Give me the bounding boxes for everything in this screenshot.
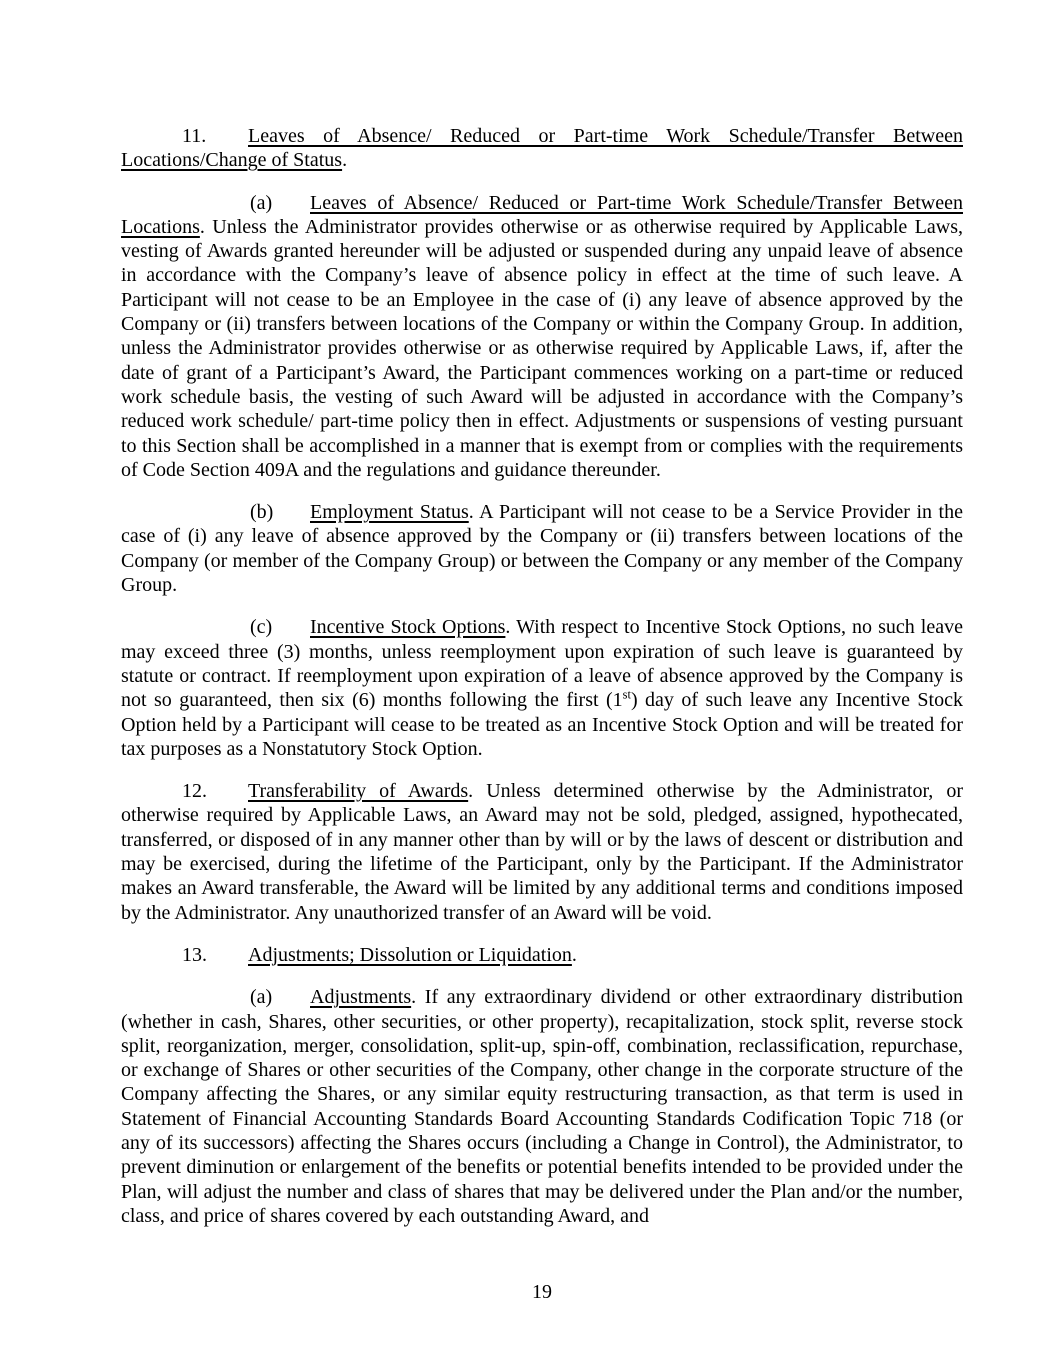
paragraph-heading: Incentive Stock Options	[310, 616, 506, 639]
paragraph-11b	[121, 500, 963, 597]
paragraph-body: . With respect to Incentive Stock Options, no such leave may exceed three (3) months, unless reemployment upon expiration of such leave is guaranteed by statute or contract. If reemployment upon expiration of a leave of absence approved by the Company is not so guaranteed, then six (6) months following the first (1	[121, 616, 963, 712]
paragraph-marker	[250, 985, 310, 1009]
paragraph-heading: Leaves of Absence/ Reduced or Part-time Work Schedule/Transfer Between Locations	[121, 191, 963, 238]
section-number	[182, 124, 248, 148]
paragraph-marker-text: (a)	[250, 191, 273, 214]
paragraph-11a	[121, 191, 963, 483]
paragraph-body: . Unless determined otherwise by the Administrator, or otherwise required by Applicable Laws, an Award may not be sold, pledged, assigned, hypothecated, transferred, or disposed of in any manner other than by will or by the laws of descent or distribution and may be exercised, during the lifetime of the Participant, only by the Participant. If the Administrator makes an Award transferable, the Award will be limited by any additional terms and conditions imposed by the Administrator. Any unauthorized transfer of an Award will be void.	[121, 780, 964, 924]
section-title-period: .	[571, 943, 577, 966]
paragraph-13a	[121, 985, 963, 1228]
paragraph-marker	[250, 500, 310, 524]
section-13-heading	[121, 943, 963, 967]
paragraph-marker	[250, 615, 310, 639]
paragraph-body: . Unless the Administrator provides otherwise or as otherwise required by Applicable Laws, vesting of Awards granted hereunder will be adjusted or suspended during any unpaid leave of absence in accordance with the Company’s leave of absence policy in effect at the time of such leave. A Participant will not cease to be an Employee in the case of (i) any leave of absence approved by the Company or (ii) transfers between locations of the Company or within the Company Group. In addition, unless the Administrator provides otherwise or as otherwise required by Applicable Laws, if, after the date of grant of a Participant’s Award, the Participant commences working on a part-time or reduced work schedule basis, the vesting of such Award will be adjusted in accordance with the Company’s reduced work schedule/ part-time policy then in effect. Adjustments or suspensions of vesting pursuant to this Section shall be accomplished in a manner that is exempt from or complies with the requirements of Code Section 409A and the regulations and guidance thereunder.	[121, 215, 963, 481]
paragraph-heading: Adjustments	[310, 986, 412, 1009]
ordinal-superscript: st	[622, 687, 631, 702]
section-number	[182, 779, 248, 803]
section-title: Adjustments; Dissolution or Liquidation	[248, 943, 572, 966]
section-12-paragraph	[121, 779, 963, 925]
section-title: Leaves of Absence/ Reduced or Part-time Work Schedule/Transfer Between Locations/Change of Status	[121, 125, 963, 172]
section-11-heading	[121, 124, 963, 173]
section-number	[182, 943, 248, 967]
page-number: 19	[532, 1281, 552, 1303]
paragraph-marker-text: (c)	[250, 616, 273, 639]
paragraph-heading: Employment Status	[310, 501, 469, 524]
paragraph-body-continued: ) day of such leave any Incentive Stock Option held by a Participant will cease to be treated as an Incentive Stock Option and will be treated for tax purposes as a Nonstatutory Stock Option.	[121, 689, 963, 760]
section-number-text: 12.	[182, 780, 207, 803]
section-number-text: 13.	[182, 943, 207, 966]
section-number-text: 11.	[182, 125, 207, 147]
paragraph-marker-text: (a)	[250, 986, 273, 1009]
paragraph-body: . If any extraordinary dividend or other extraordinary distribution (whether in cash, Shares, other securities, or other property), recapitalization, stock split, reverse stock split, reorganization, merger, consolidation, split-up, spin-off, combination, reclassification, repurchase, or exchange of Shares or other securities of the Company, other change in the corporate structure of the Company affecting the Shares, or any similar equity restructuring transaction, as that term is used in Statement of Financial Accounting Standards Board Accounting Standards Codification Topic 718 (or any of its successors) affecting the Shares occurs (including a Change in Control), the Administrator, to prevent diminution or enlargement of the benefits or potential benefits intended to be provided under the Plan, will adjust the number and class of shares that may be delivered under the Plan and/or the number, class, and price of shares covered by each outstanding Award, and	[121, 986, 963, 1227]
paragraph-body: . A Participant will not cease to be a Service Provider in the case of (i) any leave of absence approved by the Company or (ii) transfers between locations of the Company (or member of the Company Group) or between the Company or any member of the Company Group.	[121, 501, 963, 597]
paragraph-11c	[121, 615, 963, 761]
paragraph-marker-text: (b)	[250, 501, 274, 524]
document-body	[121, 124, 963, 1228]
section-title-period: .	[342, 149, 348, 172]
paragraph-marker	[250, 191, 310, 215]
section-title: Transferability of Awards	[248, 780, 469, 803]
